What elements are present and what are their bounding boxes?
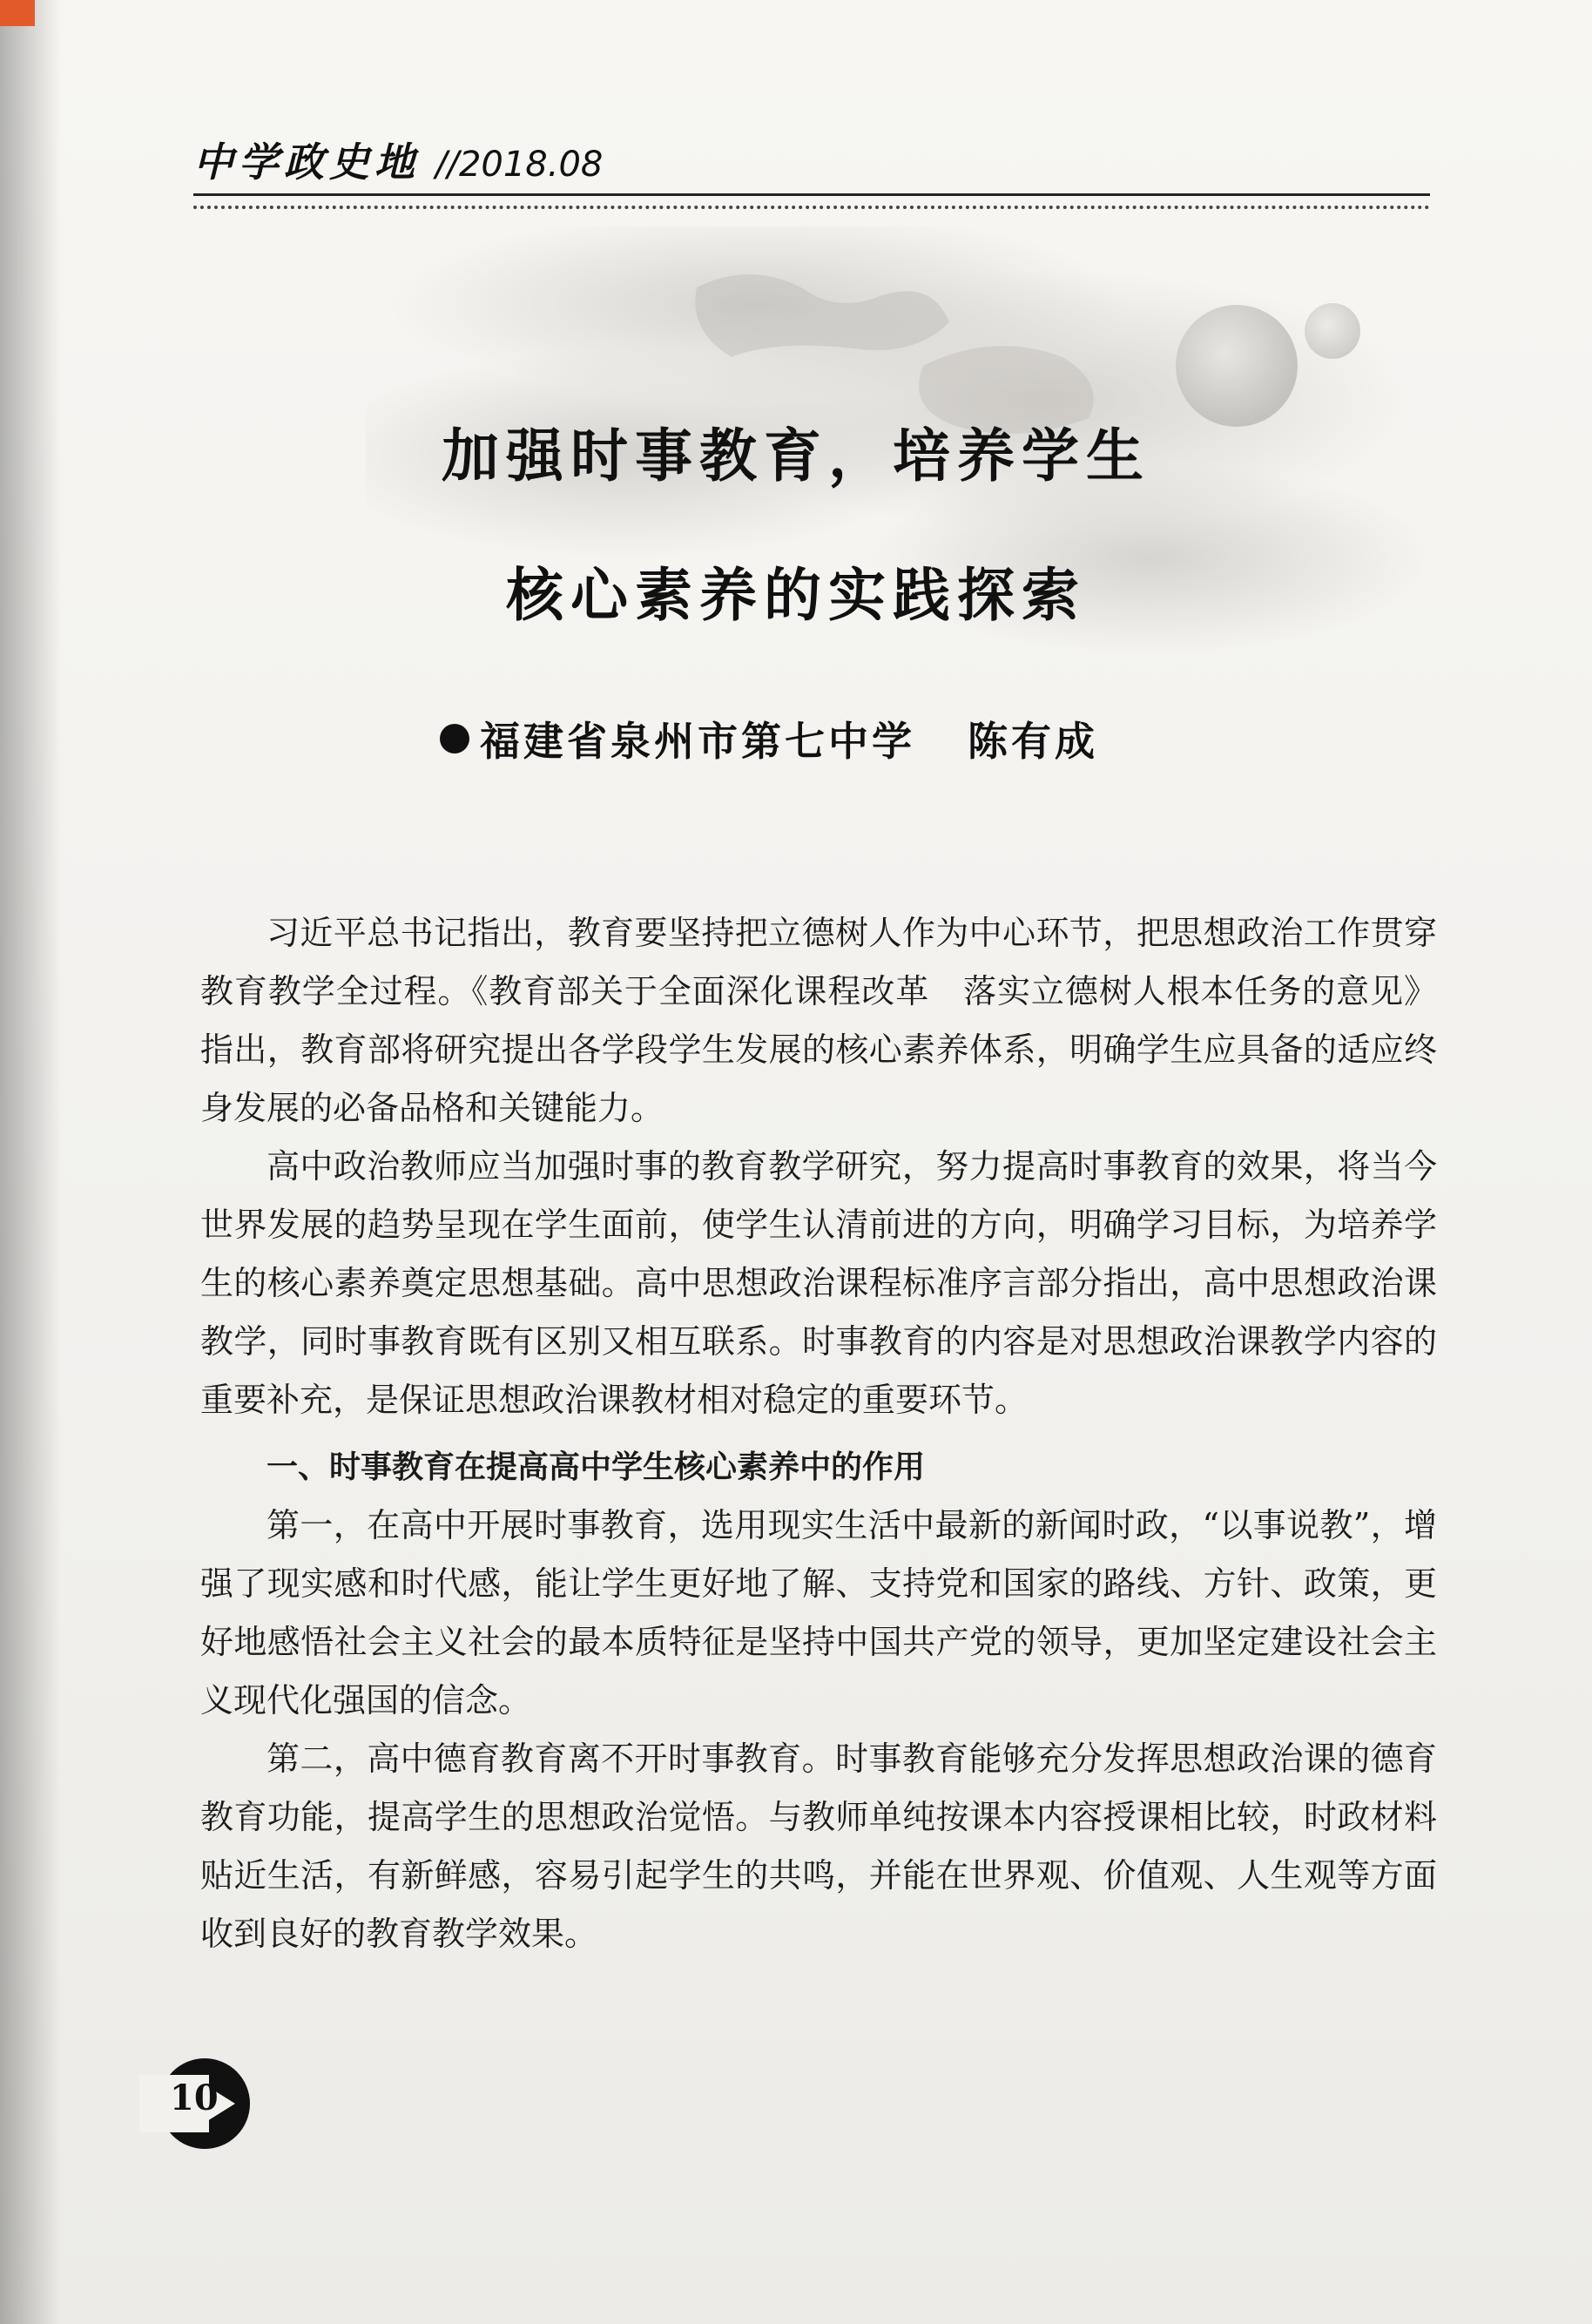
page-edge-shadow (0, 0, 61, 2324)
article-title-line-2: 核心素养的实践探索 (506, 561, 1086, 629)
header-dotted-rule (193, 206, 1430, 209)
article-body (200, 904, 1437, 1963)
paragraph: 高中政治教师应当加强时事的教育教学研究，努力提高时事教育的效果，将当今世界发展的趋势呈现在学生面前，使学生认清前进的方向，明确学习目标，为培养学生的核心素养奠定思想基础。高中思想政治课程标准序言部分指出，高中思想政治课教学，同时事教育既有区别又相互联系。时事教育的内容是对思想政治课教学内容的重要补充，是保证思想政治课教材相对稳定的重要环节。 (200, 1147, 1437, 1419)
section-heading: 一、时事教育在提高高中学生核心素养中的作用 (266, 1449, 926, 1485)
paragraph: 第二，高中德育教育离不开时事教育。时事教育能够充分发挥思想政治课的德育教育功能，提高学生的思想政治觉悟。与教师单纯按课本内容授课相比较，时政材料贴近生活，有新鲜感，容易引起学生的共鸣，并能在世界观、价值观、人生观等方面收到良好的教育教学效果。 (200, 1740, 1437, 1953)
byline (440, 710, 1098, 767)
header-rule (193, 193, 1430, 196)
corner-decoration (0, 0, 35, 26)
issue-number: //2018.08 (435, 145, 604, 185)
page-number: 10 (170, 2077, 219, 2118)
journal-name: 中学政史地 (193, 138, 420, 186)
running-header (193, 131, 603, 188)
bullet-icon (440, 724, 469, 753)
paragraph: 习近平总书记指出，教育要坚持把立德树人作为中心环节，把思想政治工作贯穿教育教学全过程。《教育部关于全面深化课程改革 落实立德树人根本任务的意见》指出，教育部将研究提出各学段学生发展的核心素养体系，明确学生应具备的适应终身发展的必备品格和关键能力。 (200, 914, 1437, 1127)
author-affiliation: 福建省泉州市第七中学 (480, 718, 915, 765)
paragraph: 第一，在高中开展时事教育，选用现实生活中最新的新闻时政，“以事说教”，增强了现实感和时代感，能让学生更好地了解、支持党和国家的路线、方针、政策，更好地感悟社会主义社会的最本质特征是坚持中国共产党的领导，更加坚定建设社会主义现代化强国的信念。 (200, 1506, 1437, 1719)
article-title-line-1: 加强时事教育，培养学生 (442, 422, 1150, 490)
author-name: 陈有成 (968, 718, 1098, 765)
